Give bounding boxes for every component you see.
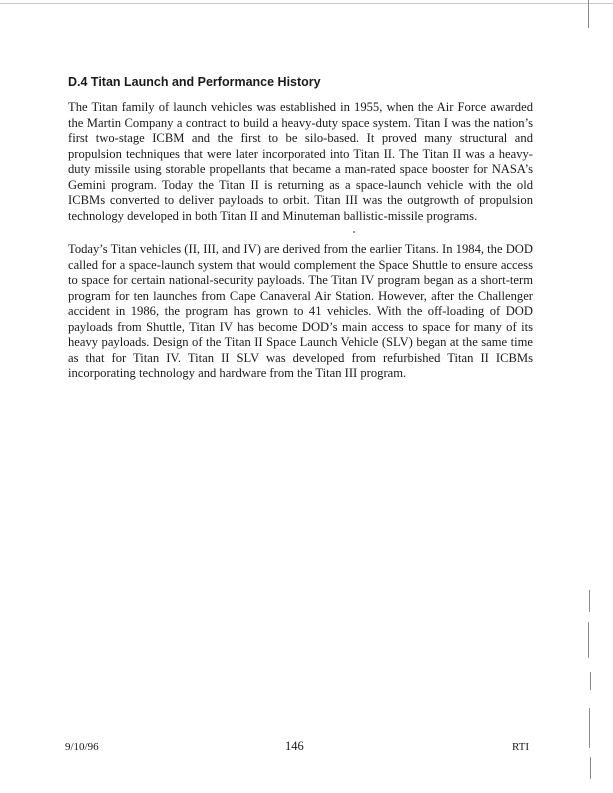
footer-date: 9/10/96 [65,741,99,753]
section-heading: D.4 Titan Launch and Performance History [68,75,321,89]
scan-edge-mark [589,708,590,748]
scan-edge-mark [590,757,591,779]
scan-edge-mark [590,672,591,690]
scan-edge-mark [588,0,589,28]
scan-edge-mark [589,590,590,612]
footer-organization: RTI [512,741,530,753]
scan-speck [353,231,355,233]
scan-edge-mark [588,622,589,658]
top-rule [0,3,613,4]
paragraph-titan-vehicles: Today’s Titan vehicles (II, III, and IV) are derived from the earlier Titans. In 1984, the DOD called for a space-launch system that would complement the Space Shuttle to ensure access to space for certain national-security payloads. The Titan IV program began as a short-term program for ten launches from Cape Canaveral Air Station. However, after the Challenger accident in 1986, the program has grown to 41 vehicles. With the off-loading of DOD payloads from Shuttle, Titan IV has become DOD’s main access to space for many of its heavy payloads. Design of the Titan II Space Launch Vehicle (SLV) began at the same time as that for Titan IV. Titan II SLV was developed from refurbished Titan II ICBMs incorporating technology and hardware from the Titan III program. [68,242,533,380]
paragraph-titan-history: The Titan family of launch vehicles was established in 1955, when the Air Force awarded the Martin Company a contract to build a heavy-duty space system. Titan I was the nation’s first two-stage ICBM and the first to be silo-based. It proved many structural and propulsion techniques that were later incorporated into Titan II. The Titan II was a heavy-duty missile using storable propellants that became a man-rated space booster for NASA’s Gemini program. Today the Titan II is returning as a space-launch vehicle with the old ICBMs converted to deliver payloads to orbit. Titan III was the outgrowth of propulsion technology developed in both Titan II and Minuteman ballistic-missile programs. [68,100,533,223]
footer-page-number: 146 [285,739,304,753]
